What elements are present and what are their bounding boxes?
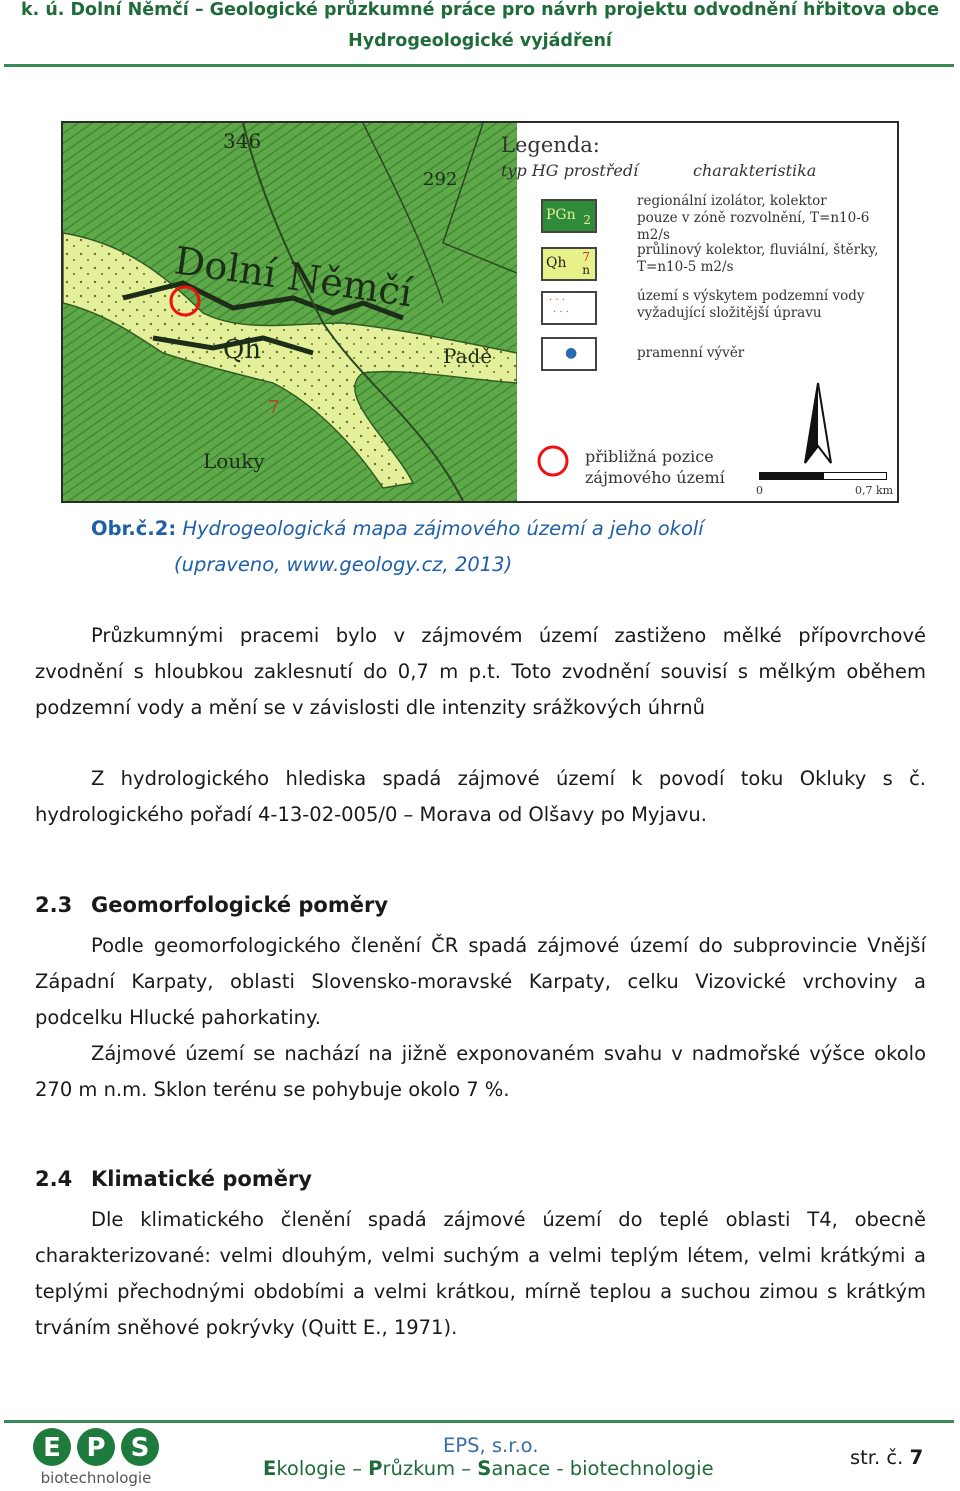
legend-symbol-groundwater-area: · · · · · · [541,291,597,325]
north-arrow-icon [801,378,835,468]
paragraph-1-line3: podzemní vody a mění se v závislosti dle intenzity srážkových úhrnů [35,696,705,719]
map-image [63,123,517,501]
legend-col-type: typ HG prostředí [501,161,639,180]
page-number: str. č. 7 [850,1446,924,1469]
map-label-pade: Padě [443,344,493,368]
page-header-subtitle: Hydrogeologické vyjádření [348,31,612,51]
legend-item-2-line2: T=n10-5 m2/s [637,259,734,275]
legend-circle-icon [535,443,571,479]
logo-letter-s: S [130,1433,150,1463]
figure-caption-line1: Obr.č.2: Hydrogeologická mapa zájmového území a jeho okolí [91,517,704,540]
section-24-line2: charakterizované: velmi dlouhým, velmi suchým a velmi teplým létem, velmi krátkými a [35,1244,926,1267]
paragraph-2-line1: Z hydrologického hlediska spadá zájmové území k povodí toku Okluky s č. [91,767,926,790]
section-23-line3: podcelku Hlucké pahorkatiny. [35,1006,321,1029]
page-header-title: k. ú. Dolní Němčí – Geologické průzkumné práce pro návrh projektu odvodnění hřbitova obce [20,0,940,20]
legend-position-line1: přibližná pozice [585,447,714,466]
legend-item-4: pramenní vývěr [637,345,745,361]
legend-symbol-spring: ● [541,337,597,371]
section-23-line4: Zájmové území se nachází na jižně exponovaném svahu v nadmořské výšce okolo [91,1042,926,1065]
paragraph-1-line2: zvodnění s hloubkou zaklesnutí do 0,7 m p.t. Toto zvodnění souvisí s mělkým oběhem [35,660,926,683]
eps-logo [30,1425,180,1487]
map-label-7: 7 [268,397,280,418]
footer-company: EPS, s.r.o. [443,1434,539,1457]
legend-col-characteristics: charakteristika [693,161,817,180]
legend-item-1-line1: regionální izolátor, kolektor [637,193,827,209]
legend-item-3-line2: vyžadující složitější úpravu [637,305,822,321]
scale-label-end: 0,7 km [855,484,894,497]
legend-title: Legenda: [501,133,600,157]
section-23-line1: Podle geomorfologického členění ČR spadá zájmové území do subprovincie Vnější [91,934,926,957]
section-24-line1: Dle klimatického členění spadá zájmové území do teplé oblasti T4, obecně [91,1208,926,1231]
logo-subtitle: biotechnologie [40,1469,152,1487]
section-24-line3: teplými přechodnými obdobími a velmi krátkou, mírně teplou a suchou zimou s krátkým [35,1280,926,1303]
paragraph-1-line1: Průzkumnými pracemi bylo v zájmovém území zastiženo mělké přípovrchové [91,624,926,647]
paragraph-2-line2: hydrologického pořadí 4-13-02-005/0 – Morava od Olšavy po Myjavu. [35,803,707,826]
map-label-elevation-346: 346 [223,129,262,153]
logo-letter-e: E [43,1433,61,1463]
scale-label-start: 0 [756,484,763,497]
scale-bar [759,472,887,480]
header-divider [4,64,954,67]
section-heading-geomorphology: 2.3 Geomorfologické poměry [35,893,389,917]
map-label-qh: Qh [223,335,262,365]
map-label-village: Dolní Němčí [171,238,415,316]
footer-slogan: Ekologie – Průzkum – Sanace - biotechnologie [263,1457,714,1480]
figure-caption-line2: (upraveno, www.geology.cz, 2013) [174,553,513,576]
legend-symbol-qh: Qh 7 n [541,247,597,281]
legend-item-3-line1: území s výskytem podzemní vody [637,288,865,304]
legend-position-line2: zájmového území [585,468,725,487]
legend-symbol-pgn: PGn 2 [541,199,597,233]
legend-item-1-line2: pouze v zóně rozvolnění, T=n10-6 m2/s [637,210,870,243]
section-heading-climate: 2.4 Klimatické poměry [35,1167,312,1191]
map-label-elevation-292: 292 [423,169,458,190]
footer-divider [4,1420,954,1423]
hydrogeological-map-figure [61,121,899,503]
section-23-line2: Západní Karpaty, oblasti Slovensko-moravské Karpaty, celku Vizovické vrchoviny a [35,970,926,993]
legend-item-2-line1: průlinový kolektor, fluviální, štěrky, [637,242,879,258]
section-24-line4: trváním sněhové pokrývky (Quitt E., 1971). [35,1316,458,1339]
section-23-line5: 270 m n.m. Sklon terénu se pohybuje okolo 7 %. [35,1078,510,1101]
map-label-louky: Louky [203,449,265,473]
logo-letter-p: P [86,1433,106,1463]
